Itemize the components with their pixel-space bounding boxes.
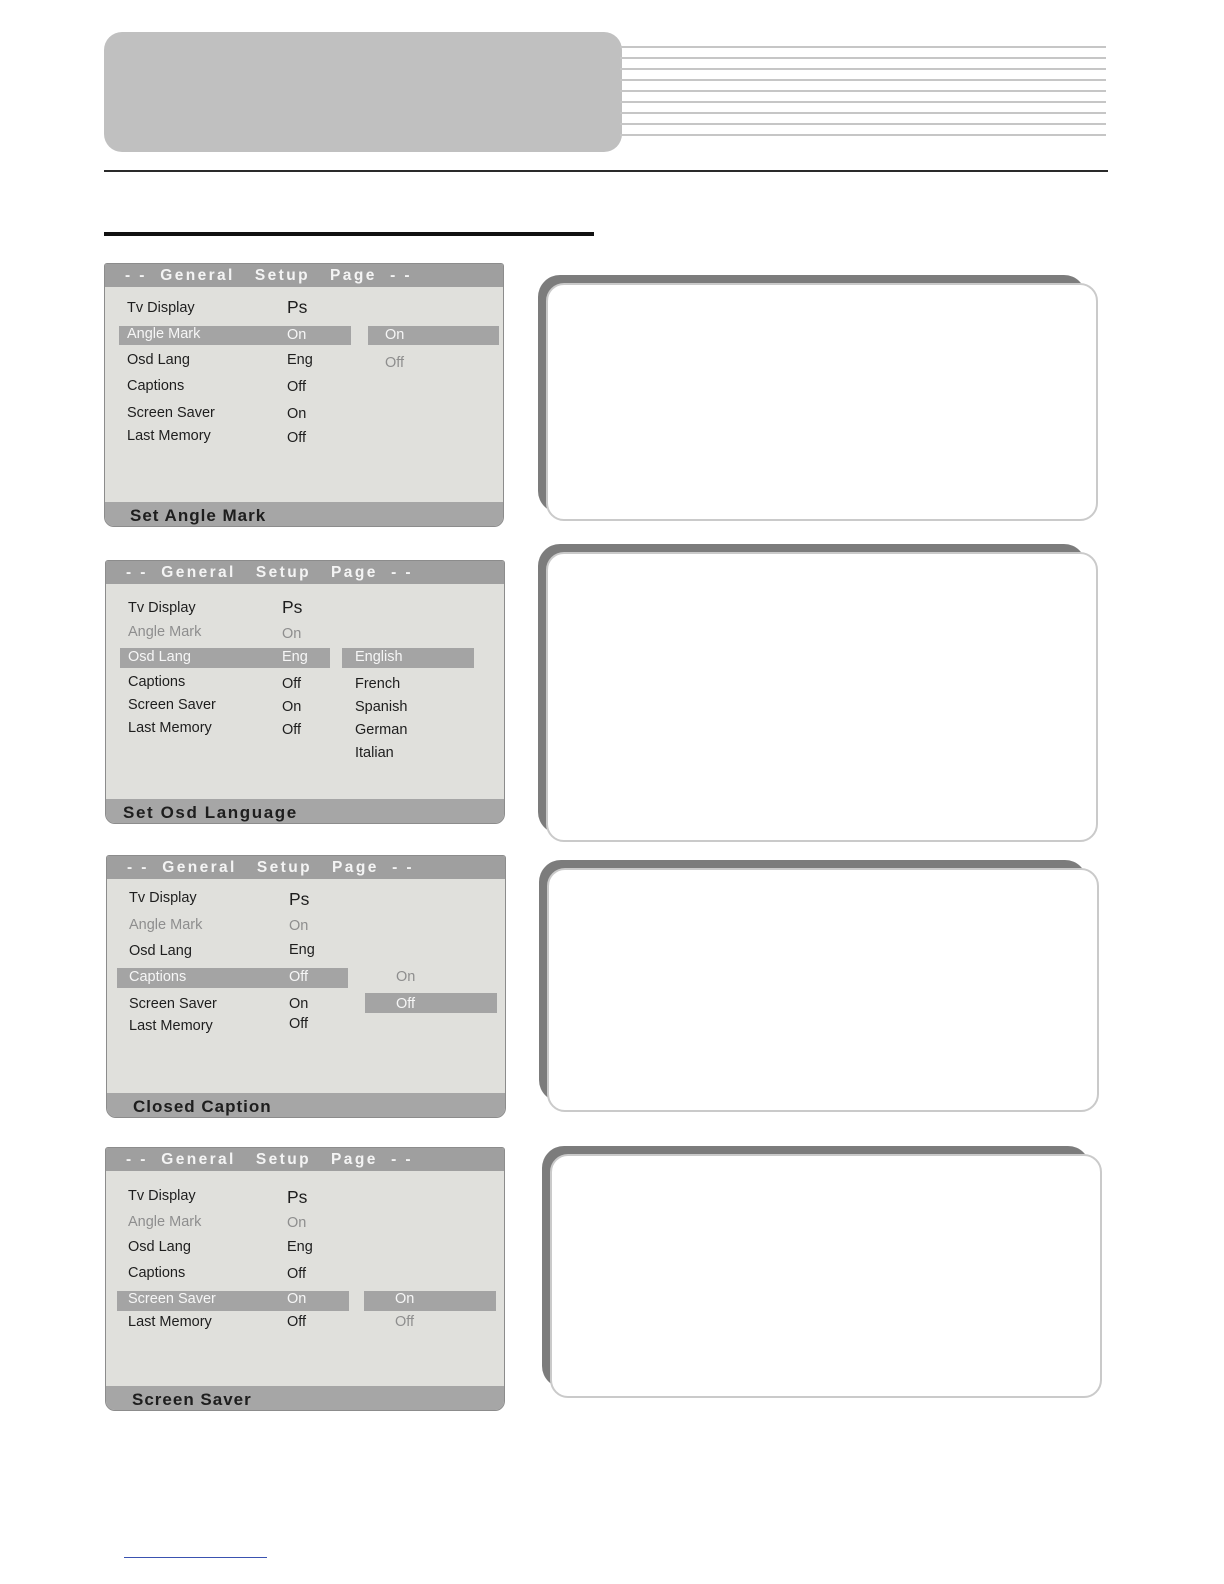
header-divider [104,170,1108,172]
osd-menu-title: - - General Setup Page - - [106,561,504,584]
row-value-last-memory: Off [287,430,307,446]
row-label-captions[interactable]: Captions [128,1265,186,1281]
header-title-box [104,32,622,152]
row-label-osd-lang[interactable]: Osd Lang [128,649,191,665]
description-card-1 [538,275,1098,525]
osd-menu-title: - - General Setup Page - - [107,856,505,879]
row-label-screen-saver[interactable]: Screen Saver [129,996,217,1012]
row-value-angle-mark: On [289,918,309,934]
row-label-captions[interactable]: Captions [129,969,187,985]
row-value-screen-saver: On [282,699,302,715]
footer-link-underline [124,1557,267,1558]
row-value-osd-lang: Eng [289,942,315,958]
osd-status-bar: Closed Caption [107,1093,505,1117]
row-value-osd-lang: Eng [282,649,308,665]
row-label-osd-lang[interactable]: Osd Lang [128,1239,191,1255]
row-label-captions[interactable]: Captions [127,378,185,394]
row-value-screen-saver: On [287,1291,307,1307]
row-value-last-memory: Off [282,722,302,738]
row-label-last-memory[interactable]: Last Memory [127,428,211,444]
description-card-3 [539,860,1099,1114]
row-value-captions: Off [289,969,309,985]
osd-screen-angle-mark [104,263,504,527]
row-label-tv-display[interactable]: Tv Display [128,1188,196,1204]
row-value-tv-display: Ps [287,297,308,317]
row-label-screen-saver[interactable]: Screen Saver [127,405,215,421]
row-label-osd-lang[interactable]: Osd Lang [129,943,192,959]
osd-screen-osd-lang [105,560,505,824]
row-value-osd-lang: Eng [287,1239,313,1255]
option-on[interactable]: On [385,327,405,343]
row-value-screen-saver: On [289,996,309,1012]
row-value-tv-display: Ps [287,1187,308,1207]
osd-status-bar: Set Osd Language [106,799,504,823]
description-card-2 [538,544,1098,844]
option-highlight [365,993,497,1013]
row-value-captions: Off [282,676,302,692]
osd-screen-captions [106,855,506,1118]
osd-status-bar: Set Angle Mark [105,502,503,526]
row-label-last-memory[interactable]: Last Memory [128,720,212,736]
row-label-last-memory[interactable]: Last Memory [128,1314,212,1330]
description-card-4 [542,1146,1102,1400]
row-label-tv-display[interactable]: Tv Display [128,600,196,616]
option-english[interactable]: English [355,649,403,665]
osd-screen-screen-saver [105,1147,505,1411]
row-label-tv-display[interactable]: Tv Display [129,890,197,906]
option-on[interactable]: On [395,1291,415,1307]
row-value-last-memory: Off [289,1016,309,1032]
osd-menu-title: - - General Setup Page - - [105,264,503,287]
row-label-angle-mark[interactable]: Angle Mark [127,326,201,342]
row-value-angle-mark: On [282,626,302,642]
row-label-osd-lang[interactable]: Osd Lang [127,352,190,368]
row-label-angle-mark[interactable]: Angle Mark [128,624,202,640]
option-spanish[interactable]: Spanish [355,699,408,715]
row-value-tv-display: Ps [289,889,310,909]
option-off[interactable]: Off [396,996,416,1012]
row-value-angle-mark: On [287,1215,307,1231]
row-label-angle-mark[interactable]: Angle Mark [128,1214,202,1230]
option-off[interactable]: Off [395,1314,415,1330]
option-off[interactable]: Off [385,355,405,371]
row-value-angle-mark: On [287,327,307,343]
osd-menu-title: - - General Setup Page - - [106,1148,504,1171]
row-value-osd-lang: Eng [287,352,313,368]
option-french[interactable]: French [355,676,401,692]
row-value-tv-display: Ps [282,597,303,617]
row-label-tv-display[interactable]: Tv Display [127,300,195,316]
option-german[interactable]: German [355,722,408,738]
row-label-last-memory[interactable]: Last Memory [129,1018,213,1034]
row-value-captions: Off [287,1266,307,1282]
row-label-screen-saver[interactable]: Screen Saver [128,697,216,713]
row-value-screen-saver: On [287,406,307,422]
osd-status-bar: Screen Saver [106,1386,504,1410]
section-heading-underline [104,232,594,236]
option-italian[interactable]: Italian [355,745,394,761]
row-label-screen-saver[interactable]: Screen Saver [128,1291,216,1307]
header-stripes [620,46,1106,138]
option-on[interactable]: On [396,969,416,985]
row-label-angle-mark[interactable]: Angle Mark [129,917,203,933]
row-value-last-memory: Off [287,1314,307,1330]
option-highlight [364,1291,496,1311]
row-value-captions: Off [287,379,307,395]
row-label-captions[interactable]: Captions [128,674,186,690]
